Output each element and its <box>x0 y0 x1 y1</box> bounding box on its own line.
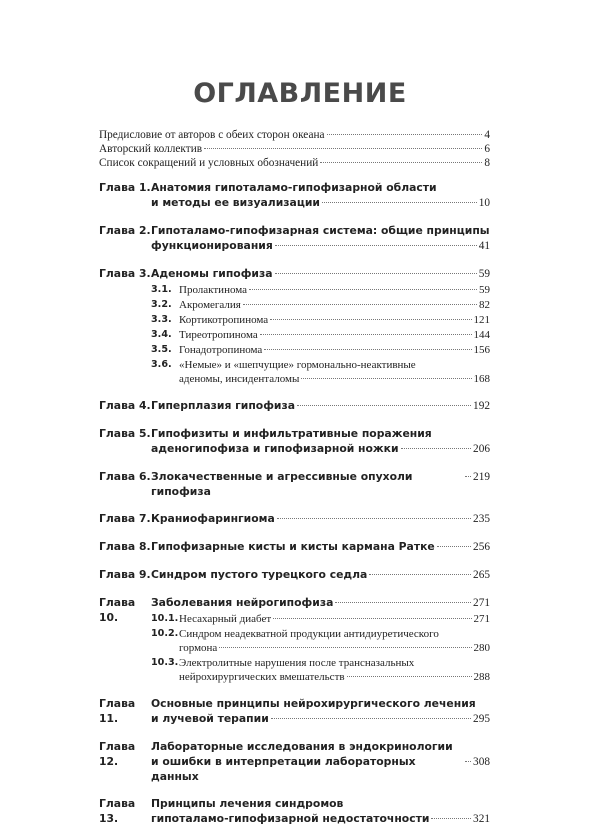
subsection-entry[interactable] <box>151 328 490 342</box>
subsection-title-last <box>179 328 490 342</box>
subsection-body <box>179 612 490 626</box>
toc-entry[interactable] <box>99 156 490 170</box>
table-of-contents <box>99 128 490 827</box>
subsection-title-last <box>179 283 490 297</box>
chapter-body <box>151 469 490 499</box>
page-title: ОГЛАВЛЕНИЕ <box>193 78 407 109</box>
subsection-title: Гонадотропинома <box>179 344 263 356</box>
subsection-number: 10.1. <box>151 613 179 624</box>
chapter-entry <box>99 469 490 499</box>
chapter-title-last <box>151 441 490 457</box>
page-number: 144 <box>473 329 490 341</box>
chapter-title: функционирования <box>151 239 273 252</box>
subsection-body <box>179 627 490 655</box>
dot-leader <box>249 289 477 290</box>
chapter-entry <box>99 180 490 211</box>
page-number: 10 <box>478 197 490 209</box>
chapter-title-last <box>151 567 490 583</box>
page-number: 41 <box>478 240 490 252</box>
page-number: 271 <box>473 613 490 625</box>
chapter-row[interactable] <box>99 180 490 211</box>
subsection-title-last <box>179 670 490 684</box>
dot-leader <box>465 476 471 477</box>
chapter-title-line: Основные принципы нейрохирургического лечения <box>151 697 476 710</box>
subsection-title-line: Синдром неадекватной продукции антидиуретического <box>179 628 439 640</box>
page-number: 280 <box>473 642 490 654</box>
subsection-title: Тиреотропинома <box>179 329 258 341</box>
chapter-row[interactable] <box>99 398 490 414</box>
subsection-title: нейрохирургических вмешательств <box>179 671 345 683</box>
chapter-body <box>151 180 490 211</box>
subsection-title-last <box>179 313 490 327</box>
subsection-title-last <box>179 372 490 386</box>
subsection-title: Акромегалия <box>179 299 241 311</box>
page-number: 321 <box>473 813 490 825</box>
dot-leader <box>401 448 471 449</box>
chapter-entry <box>99 266 490 386</box>
dot-leader <box>219 647 471 648</box>
dot-leader <box>437 546 471 547</box>
chapter-label: Глава 11. <box>99 697 136 725</box>
subsection-body <box>179 313 490 327</box>
chapter-body <box>151 511 490 527</box>
subsection-entry[interactable] <box>151 358 490 386</box>
dot-leader <box>297 405 471 406</box>
page-number: 8 <box>484 157 490 169</box>
subsection-title: Кортикотропинома <box>179 314 269 326</box>
dot-leader <box>369 574 471 575</box>
page-number: 59 <box>479 284 490 296</box>
chapter-title: аденогипофиза и гипофизарной ножки <box>151 442 399 455</box>
dot-leader <box>327 134 483 135</box>
chapter-entry <box>99 398 490 414</box>
subsection-entry[interactable] <box>151 313 490 327</box>
page-number: 308 <box>473 756 490 768</box>
chapter-title-last <box>151 811 490 827</box>
chapter-label: Глава 1. <box>99 181 151 194</box>
chapter-body <box>151 696 490 727</box>
chapter-row[interactable] <box>99 539 490 555</box>
chapter-row[interactable] <box>99 796 490 827</box>
chapter-label: Глава 13. <box>99 797 136 825</box>
dot-leader <box>301 378 471 379</box>
page-number: 235 <box>473 513 490 525</box>
subsection-number: 3.2. <box>151 299 172 310</box>
subsection-number: 3.4. <box>151 329 172 340</box>
subsection-title: гормона <box>179 642 218 654</box>
page-number: 265 <box>473 569 490 581</box>
chapter-title-last <box>151 266 490 282</box>
entry-title: Предисловие от авторов с обеих сторон океана <box>99 129 325 141</box>
dot-leader <box>204 148 482 149</box>
page-number: 192 <box>473 400 490 412</box>
chapter-label: Глава 5. <box>99 427 151 440</box>
chapter-row[interactable] <box>99 266 490 386</box>
chapter-title: и ошибки в интерпретации лабораторных данных <box>151 755 416 783</box>
subsection-body <box>179 656 490 684</box>
page-number: 121 <box>473 314 490 326</box>
subsection-entry[interactable] <box>151 343 490 357</box>
subsection-body <box>179 358 490 386</box>
subsection-entry[interactable] <box>151 612 490 626</box>
subsection-title: Пролактинома <box>179 284 248 296</box>
dot-leader <box>347 676 472 677</box>
dot-leader <box>335 602 471 603</box>
chapter-title-last <box>151 195 490 211</box>
subsection-number: 3.3. <box>151 314 172 325</box>
chapter-title-last <box>151 469 490 499</box>
dot-leader <box>260 334 472 335</box>
page-number: 288 <box>473 671 490 683</box>
page-number: 59 <box>478 268 490 280</box>
page-number: 206 <box>473 443 490 455</box>
dot-leader <box>273 618 471 619</box>
dot-leader <box>277 518 471 519</box>
chapter-list <box>99 180 490 827</box>
page-number: 168 <box>473 373 490 385</box>
dot-leader <box>243 304 477 305</box>
chapter-title-line: Гипофизиты и инфильтративные поражения <box>151 427 432 440</box>
dot-leader <box>322 202 477 203</box>
chapter-label: Глава 10. <box>99 596 136 624</box>
subsection-title-last <box>179 298 490 312</box>
chapter-title-line: Гипоталамо-гипофизарная система: общие принципы <box>151 224 490 237</box>
dot-leader <box>320 162 482 163</box>
subsection-number: 10.3. <box>151 657 179 668</box>
subsection-number: 3.6. <box>151 359 172 370</box>
subsection-number: 3.5. <box>151 344 172 355</box>
subsection-body <box>179 298 490 312</box>
page-number: 256 <box>473 541 490 553</box>
subsection-title: аденомы, инсиденталомы <box>179 373 300 385</box>
dot-leader <box>275 273 477 274</box>
chapter-title-last <box>151 754 490 784</box>
chapter-title: Злокачественные и агрессивные опухоли гипофиза <box>151 470 413 498</box>
page-number: 4 <box>484 129 490 141</box>
chapter-title-last <box>151 398 490 414</box>
chapter-label: Глава 8. <box>99 540 151 553</box>
dot-leader <box>275 245 477 246</box>
chapter-title: гипоталамо-гипофизарной недостаточности <box>151 812 430 825</box>
entry-title: Авторский коллектив <box>99 143 203 155</box>
chapter-row[interactable] <box>99 696 490 727</box>
chapter-body <box>151 266 490 386</box>
dot-leader <box>270 319 471 320</box>
chapter-body <box>151 426 490 457</box>
subsection-entry[interactable] <box>151 283 490 297</box>
entry-title: Список сокращений и условных обозначений <box>99 157 319 169</box>
chapter-body <box>151 567 490 583</box>
dot-leader <box>264 349 471 350</box>
chapter-title: и лучевой терапии <box>151 712 269 725</box>
chapter-title-last <box>151 511 490 527</box>
chapter-entry <box>99 796 490 827</box>
chapter-entry <box>99 511 490 527</box>
subsection-title-line: «Немые» и «шепчущие» гормонально-неактивные <box>179 359 416 371</box>
toc-entry[interactable] <box>99 142 490 156</box>
chapter-title: Синдром пустого турецкого седла <box>151 568 368 581</box>
chapter-label: Глава 9. <box>99 568 151 581</box>
page-number: 295 <box>473 713 490 725</box>
chapter-body <box>151 595 490 684</box>
chapter-title-line: Принципы лечения синдромов <box>151 797 344 810</box>
chapter-label: Глава 2. <box>99 224 151 237</box>
chapter-label: Глава 6. <box>99 470 151 483</box>
subsection-title-last <box>179 343 490 357</box>
chapter-row[interactable] <box>99 567 490 583</box>
chapter-row[interactable] <box>99 739 490 784</box>
chapter-label: Глава 3. <box>99 267 151 280</box>
page-number: 219 <box>473 471 490 483</box>
chapter-entry <box>99 223 490 254</box>
subsection-entry[interactable] <box>151 656 490 684</box>
chapter-title-line: Анатомия гипоталамо-гипофизарной области <box>151 181 437 194</box>
chapter-title: Заболевания нейрогипофиза <box>151 596 334 609</box>
chapter-entry <box>99 539 490 555</box>
chapter-entry <box>99 696 490 727</box>
chapter-title: Гиперплазия гипофиза <box>151 399 296 412</box>
dot-leader <box>465 761 471 762</box>
chapter-row[interactable] <box>99 511 490 527</box>
chapter-title-line: Лабораторные исследования в эндокринологии <box>151 740 453 753</box>
dot-leader <box>431 818 471 819</box>
chapter-title-last <box>151 711 490 727</box>
chapter-row[interactable] <box>99 223 490 254</box>
page-number: 82 <box>479 299 490 311</box>
chapter-title-last <box>151 595 490 611</box>
subsection-title-line: Электролитные нарушения после трансназальных <box>179 657 415 669</box>
page-number: 271 <box>473 597 490 609</box>
page-number: 6 <box>484 143 490 155</box>
chapter-title: Краниофарингиома <box>151 512 275 525</box>
front-matter <box>99 128 490 170</box>
subsection-body <box>179 328 490 342</box>
page-number: 156 <box>473 344 490 356</box>
chapter-entry <box>99 426 490 457</box>
chapter-label: Глава 7. <box>99 512 151 525</box>
chapter-body <box>151 739 490 784</box>
chapter-entry <box>99 567 490 583</box>
subsection-title: Несахарный диабет <box>179 613 272 625</box>
subsection-number: 10.2. <box>151 628 179 639</box>
chapter-entry <box>99 595 490 684</box>
chapter-label: Глава 12. <box>99 740 136 768</box>
chapter-title: и методы ее визуализации <box>151 196 320 209</box>
chapter-row[interactable] <box>99 426 490 457</box>
subsection-entry[interactable] <box>151 298 490 312</box>
subsection-title-last <box>179 641 490 655</box>
chapter-row[interactable] <box>99 469 490 499</box>
toc-entry[interactable] <box>99 128 490 142</box>
chapter-row[interactable] <box>99 595 490 684</box>
chapter-body <box>151 796 490 827</box>
chapter-title-last <box>151 539 490 555</box>
subsection-body <box>179 343 490 357</box>
subsection-title-last <box>179 612 490 626</box>
chapter-body <box>151 398 490 414</box>
chapter-title: Гипофизарные кисты и кисты кармана Ратке <box>151 540 435 553</box>
chapter-entry <box>99 739 490 784</box>
dot-leader <box>271 718 471 719</box>
subsection-number: 3.1. <box>151 284 172 295</box>
subsection-entry[interactable] <box>151 627 490 655</box>
chapter-title: Аденомы гипофиза <box>151 267 273 280</box>
chapter-title-last <box>151 238 490 254</box>
chapter-label: Глава 4. <box>99 399 151 412</box>
subsection-body <box>179 283 490 297</box>
chapter-body <box>151 223 490 254</box>
chapter-body <box>151 539 490 555</box>
